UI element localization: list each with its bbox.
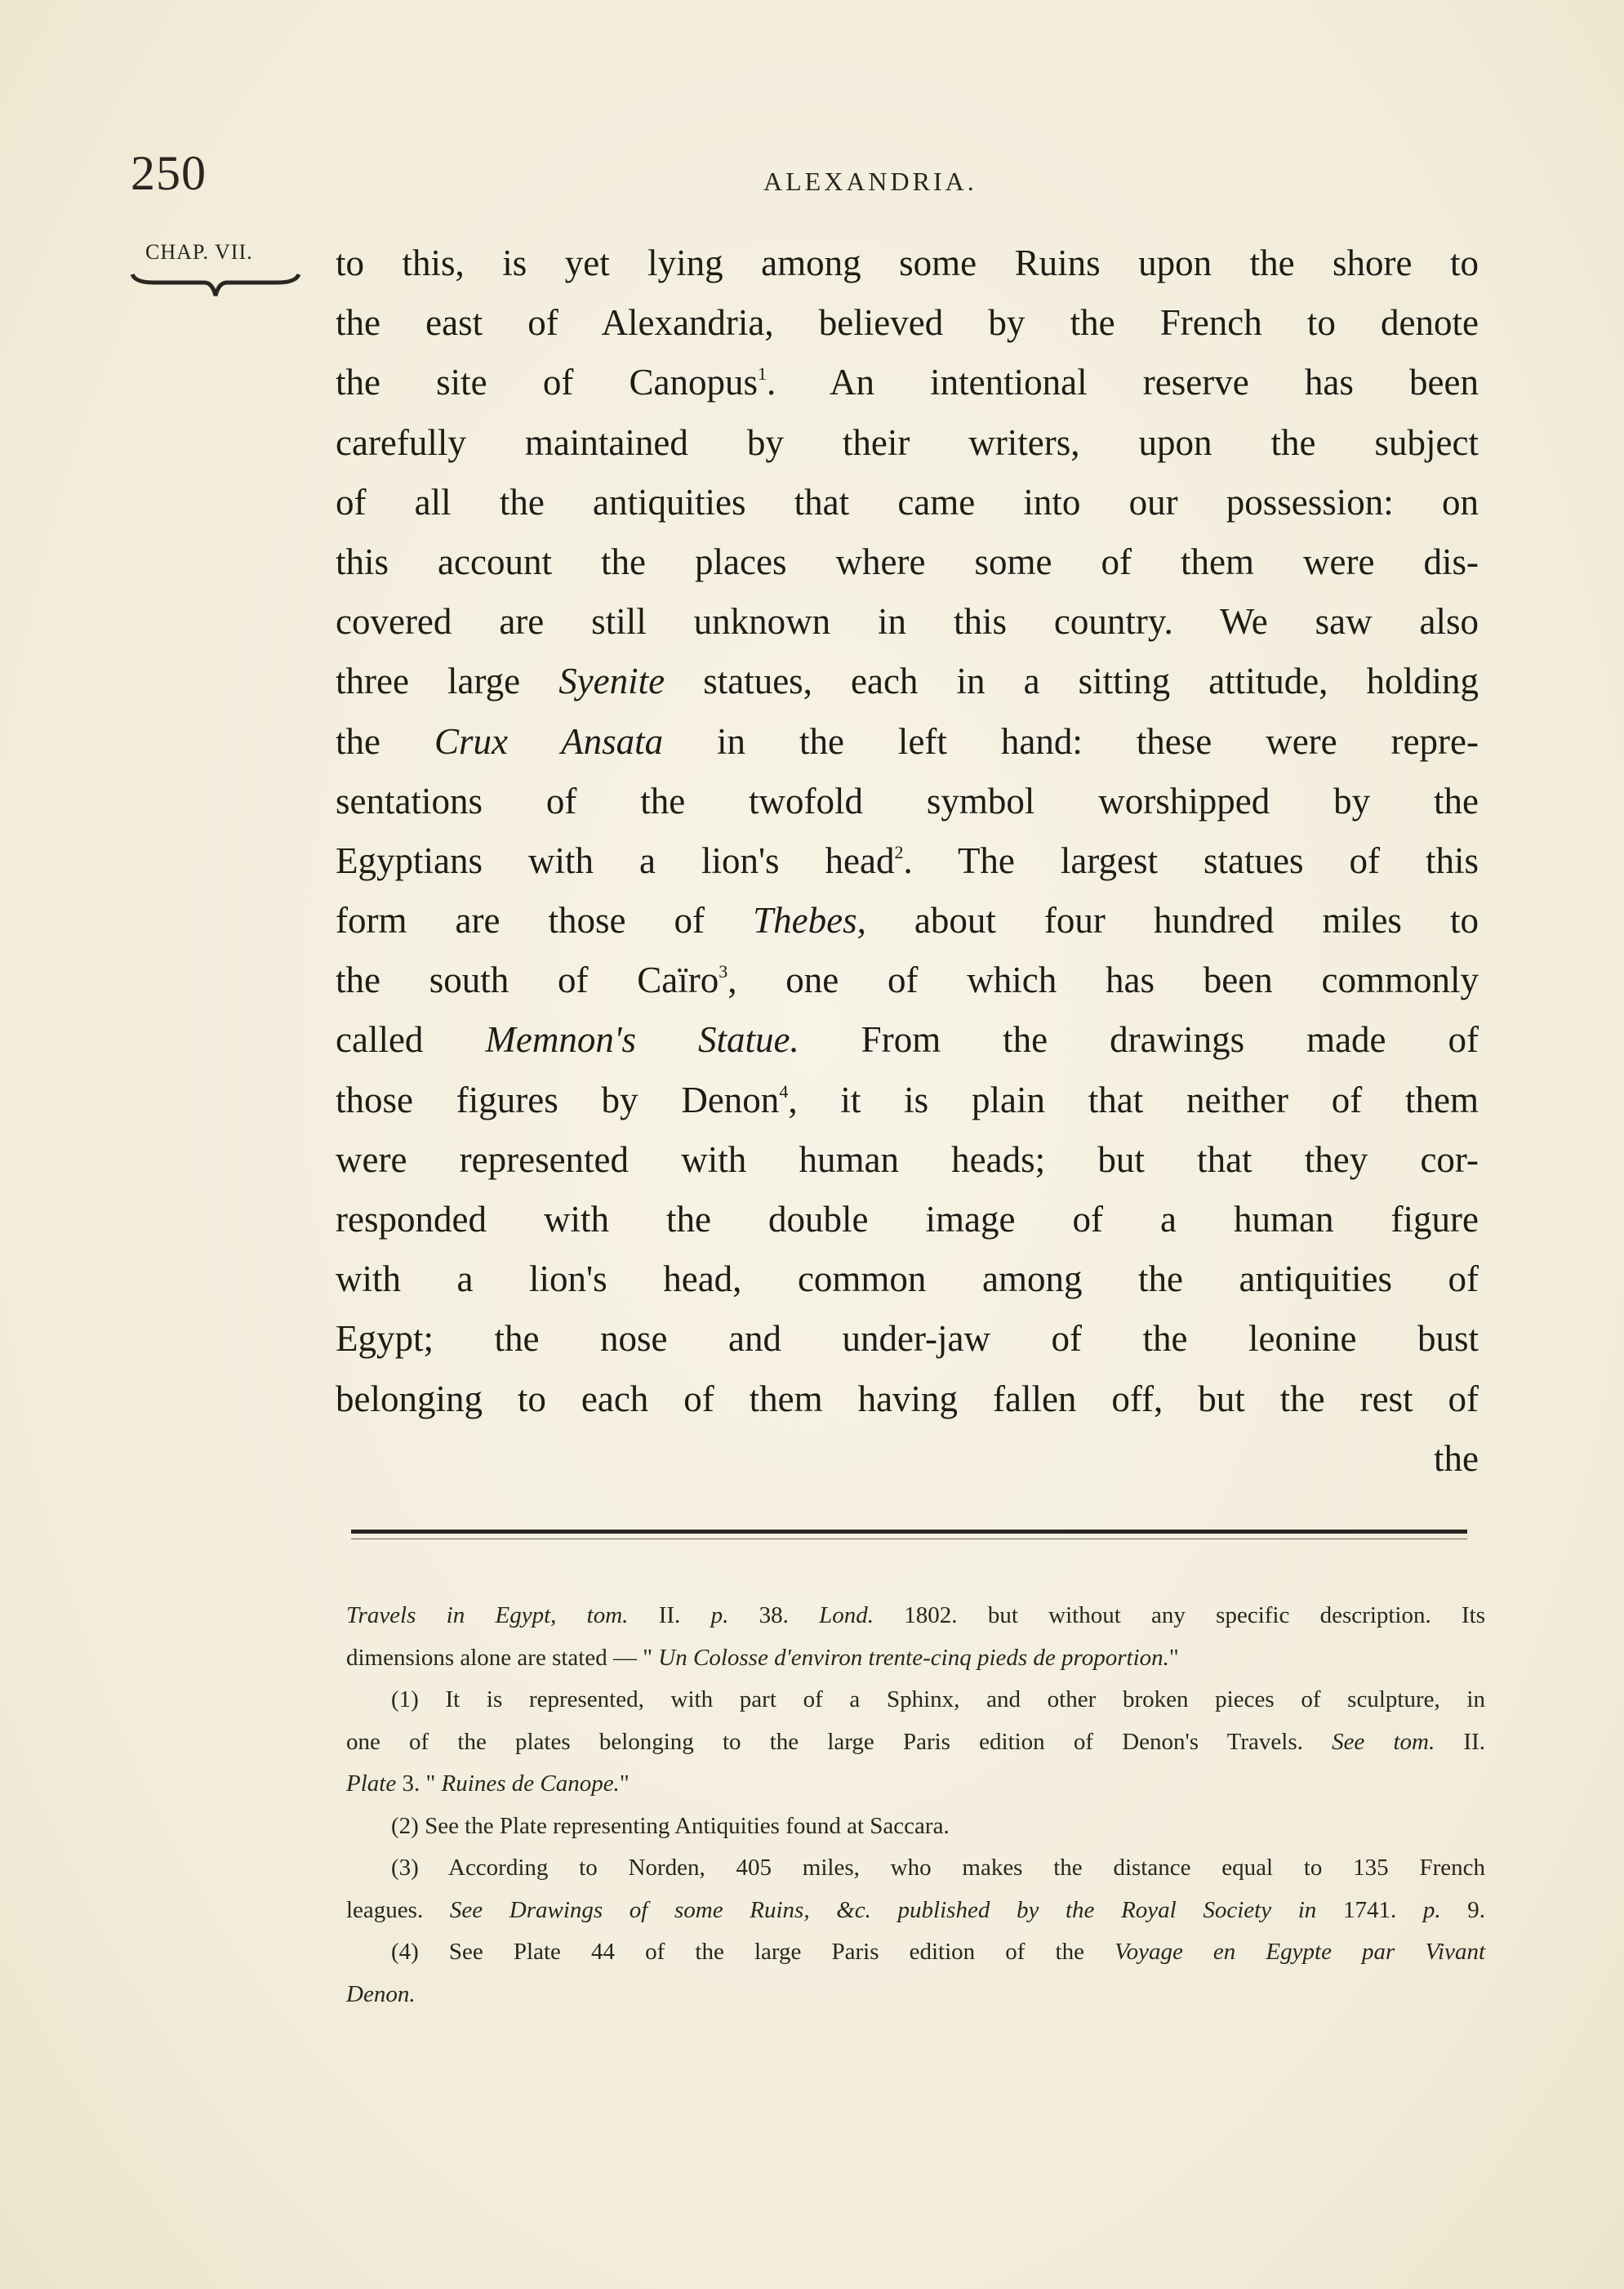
text-line: sentations of the twofold symbol worshipped by the xyxy=(336,780,1479,822)
text-line: with a lion's head, common among the antiquities of xyxy=(336,1258,1479,1300)
text-line: the site of Canopus$^1$. An intentional reserve has been xyxy=(336,362,1479,403)
catchword: the xyxy=(1434,1437,1479,1479)
text-line: responded with the double image of a human figure xyxy=(336,1199,1479,1240)
footnote-ref: 2 xyxy=(894,841,904,862)
text-line: those figures by Denon$^4$, it is plain that neither of them xyxy=(336,1079,1479,1120)
text-line: covered are still unknown in this country. We saw also xyxy=(336,601,1479,643)
footnote-1: (1) It is represented, with part of a Sphinx, and other broken pieces of sculpture, in xyxy=(391,1686,1485,1712)
text-line: form are those of Thebes, about four hundred miles to xyxy=(336,900,1479,942)
footnote-ref: 3 xyxy=(719,961,728,982)
footnote-2: (2) See the Plate representing Antiquities found at Saccara. xyxy=(391,1812,950,1839)
footnote-ref: 4 xyxy=(779,1080,789,1102)
text-line: the east of Alexandria, believed by the French to denote xyxy=(336,302,1479,344)
text-line: Egypt; the nose and under-jaw of the leonine bust xyxy=(336,1318,1479,1360)
footnote-rule xyxy=(351,1530,1467,1534)
text-line: were represented with human heads; but that they cor- xyxy=(336,1138,1479,1180)
footnote-1-cont: one of the plates belonging to the large Paris edition of Denon's Travels. See tom. II. xyxy=(346,1728,1485,1755)
page-number: 250 xyxy=(131,146,207,200)
footnote-3: (3) According to Norden, 405 miles, who makes the distance equal to 135 French xyxy=(391,1855,1485,1881)
footnote-4: (4) See Plate 44 of the large Paris edition of the Voyage en Egypte par Vivant xyxy=(391,1939,1485,1965)
text-line: Egyptians with a lion's head$^2$. The largest statues of this xyxy=(336,839,1479,881)
footnote-3-cont: leagues. See Drawings of some Ruins, &c. published by the Royal Society in 1741. p. 9. xyxy=(346,1896,1485,1923)
text-line: the south of Caïro$^3$, one of which has been commonly xyxy=(336,960,1479,1001)
footnote-1-cont: Plate 3. " Ruines de Canope." xyxy=(346,1770,630,1797)
chapter-brace-ornament xyxy=(129,271,300,304)
text-line: of all the antiquities that came into our possession: on xyxy=(336,481,1479,523)
chapter-marginal-label: CHAP. VII. xyxy=(145,240,253,264)
text-line: called Memnon's Statue. From the drawings made of xyxy=(336,1019,1479,1061)
footnote-continued-line: dimensions alone are stated — " Un Colosse d'environ trente-cinq pieds de proportion." xyxy=(346,1644,1179,1671)
text-line: belonging to each of them having fallen off, but the rest of xyxy=(336,1378,1479,1419)
footnote-4-cont: Denon. xyxy=(346,1980,416,2007)
running-title: ALEXANDRIA. xyxy=(763,167,977,196)
footnote-continued-line: Travels in Egypt, tom. II. p. 38. Lond. 1802. but without any specific description. Its xyxy=(346,1602,1486,1628)
text-line: three large Syenite statues, each in a sitting attitude, holding xyxy=(336,661,1479,702)
text-line: this account the places where some of them were dis- xyxy=(336,541,1479,582)
footnotes-block xyxy=(346,1595,1485,2015)
text-line: the Crux Ansata in the left hand: these were repre- xyxy=(336,720,1479,762)
main-text-block xyxy=(336,234,1479,1489)
text-line: carefully maintained by their writers, upon the subject xyxy=(336,421,1479,463)
text-line: to this, is yet lying among some Ruins upon the shore to xyxy=(336,243,1479,283)
footnote-ref: 1 xyxy=(758,363,768,385)
